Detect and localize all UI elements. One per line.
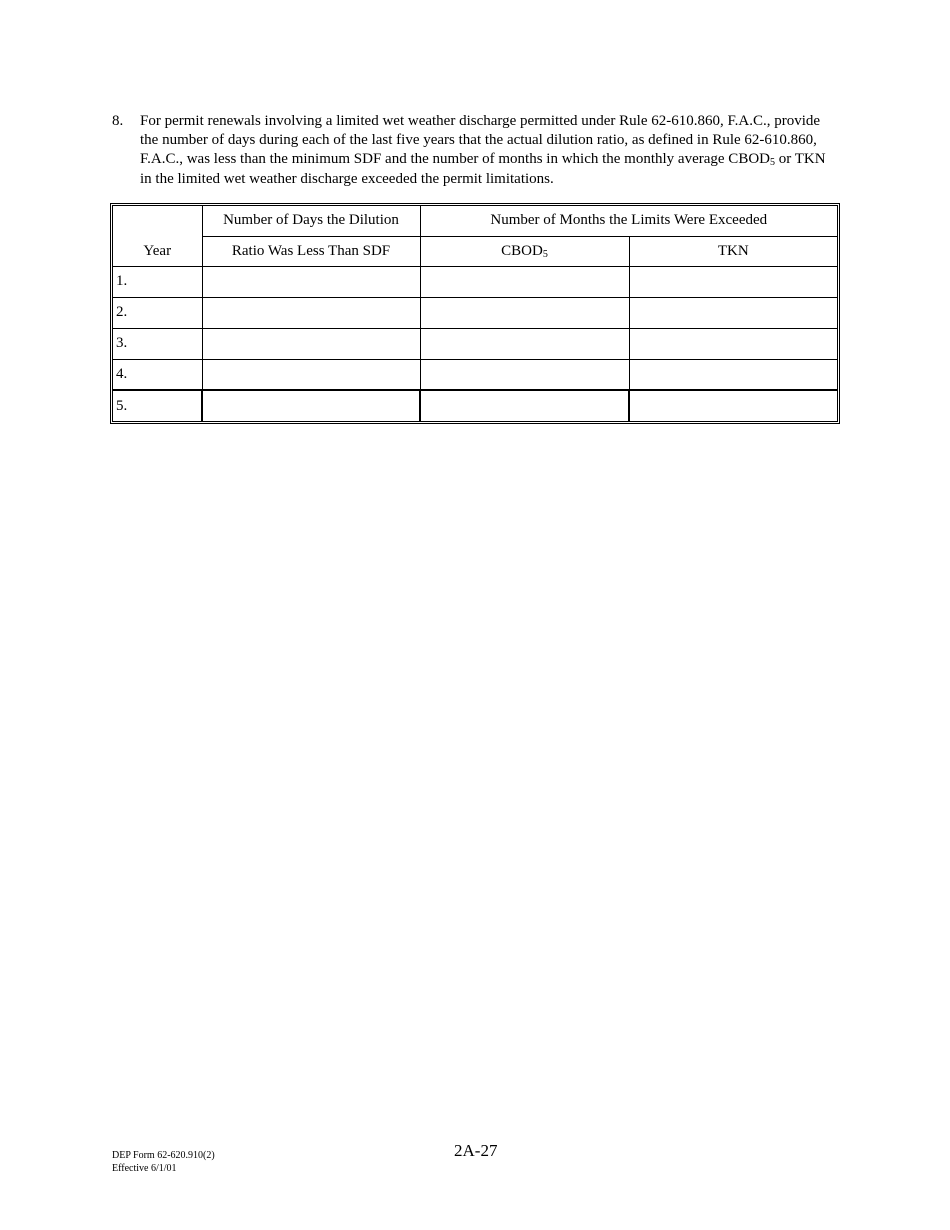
table-row xyxy=(113,297,837,328)
tkn-cell[interactable] xyxy=(629,328,837,359)
cbod-cell[interactable] xyxy=(420,297,629,328)
header-days-line2: Ratio Was Less Than SDF xyxy=(202,236,420,266)
header-tkn: TKN xyxy=(629,236,837,266)
table-row xyxy=(113,390,837,421)
question-number: 8. xyxy=(112,113,124,129)
page-number: 2A-27 xyxy=(454,1141,498,1160)
effective-date: Effective 6/1/01 xyxy=(112,1163,177,1174)
row-label: 3. xyxy=(113,328,202,359)
row-label: 4. xyxy=(113,359,202,390)
tkn-cell[interactable] xyxy=(629,359,837,390)
tkn-cell[interactable] xyxy=(629,390,837,421)
days-cell[interactable] xyxy=(202,359,420,390)
header-year: Year xyxy=(113,206,202,266)
cbod-cell[interactable] xyxy=(420,359,629,390)
days-cell[interactable] xyxy=(202,390,420,421)
header-days-line1: Number of Days the Dilution xyxy=(202,206,420,236)
days-cell[interactable] xyxy=(202,266,420,297)
row-label: 2. xyxy=(113,297,202,328)
cbod-cell[interactable] xyxy=(420,328,629,359)
tkn-cell[interactable] xyxy=(629,266,837,297)
cbod-cell[interactable] xyxy=(420,266,629,297)
tkn-cell[interactable] xyxy=(629,297,837,328)
table-row xyxy=(113,266,837,297)
row-label: 1. xyxy=(113,266,202,297)
days-cell[interactable] xyxy=(202,297,420,328)
days-cell[interactable] xyxy=(202,328,420,359)
header-cbod: $CBOD_5$ xyxy=(420,236,629,266)
header-months: Number of Months the Limits Were Exceeded xyxy=(420,206,837,236)
question-8 xyxy=(112,112,832,189)
table-row xyxy=(113,359,837,390)
row-label: 5. xyxy=(113,390,202,421)
table-row xyxy=(113,328,837,359)
form-footer xyxy=(112,1149,215,1175)
form-id: DEP Form 62-620.910(2) xyxy=(112,1150,215,1161)
question-text: For permit renewals involving a limited wet weather discharge permitted under Rule 62-610.860, F.A.C., provide the number of days during each of the last five years that the actual dilution ratio, as defined in Rule 62-610.860, F.A.C., was less than the minimum SDF and the number of months in which the monthly average $CBOD_5$ or TKN in the limited wet weather discharge exceeded the permit limitations. xyxy=(140,113,826,187)
dilution-table xyxy=(110,203,840,424)
cbod-cell[interactable] xyxy=(420,390,629,421)
